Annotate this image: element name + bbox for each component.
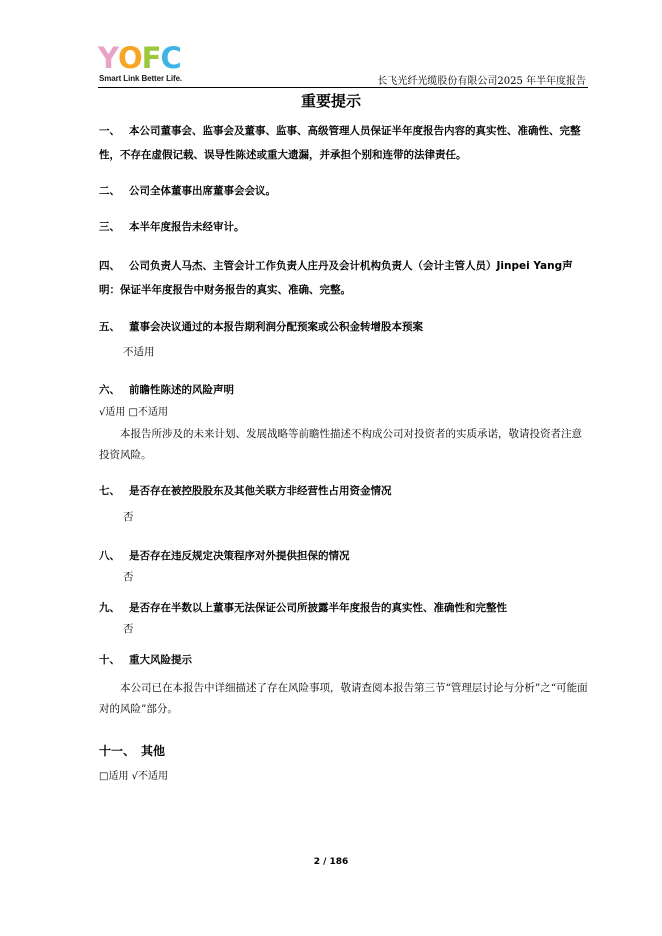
section-9-answer: 否: [123, 623, 134, 635]
section-3-number: 三、: [99, 221, 120, 233]
section-9: [99, 596, 591, 620]
section-6-applicability: √适用 □不适用: [99, 407, 168, 418]
section-1-text: 本公司董事会、监事会及董事、监事、高级管理人员保证半年度报告内容的真实性、准确性、完整性，不存在虚假记载、误导性陈述或重大遗漏，并承担个别和连带的法律责任。: [99, 125, 581, 161]
logo-tagline: Smart Link Better Life.: [99, 74, 183, 83]
section-3-text: 本半年度报告未经审计。: [129, 221, 245, 233]
section-4-text: 公司负责人马杰、主管会计工作负责人庄丹及会计机构负责人（会计主管人员）Jinpei Yang声明：保证半年度报告中财务报告的真实、准确、完整。: [99, 260, 573, 296]
section-8-text: 是否存在违反规定决策程序对外提供担保的情况: [129, 550, 350, 562]
report-header-title: 长飞光纤光缆股份有限公司2025 年半年度报告: [377, 76, 586, 87]
section-8: [99, 544, 591, 568]
section-11-number: 十一、: [99, 744, 136, 758]
section-5-answer: 不适用: [123, 346, 155, 358]
company-logo: [98, 42, 198, 88]
section-5-text: 董事会决议通过的本报告期利润分配预案或公积金转增股本预案: [129, 321, 423, 333]
section-8-answer: 否: [123, 571, 134, 583]
section-7: [99, 479, 591, 503]
page-number: 2 / 186: [313, 857, 349, 867]
section-11-applicability: □适用 √不适用: [99, 771, 168, 782]
section-9-text: 是否存在半数以上董事无法保证公司所披露半年度报告的真实性、准确性和完整性: [129, 602, 507, 614]
section-11-text: 其他: [141, 744, 166, 758]
section-9-number: 九、: [99, 602, 120, 614]
section-5-number: 五、: [99, 321, 120, 333]
section-7-text: 是否存在被控股股东及其他关联方非经营性占用资金情况: [129, 485, 392, 497]
section-2-number: 二、: [99, 185, 120, 197]
logo-letter-f: F: [141, 41, 161, 75]
section-11: [99, 739, 591, 763]
section-8-number: 八、: [99, 550, 120, 562]
section-10-text: 重大风险提示: [129, 654, 192, 666]
section-4: [99, 254, 591, 302]
section-6-body: 本报告所涉及的未来计划、发展战略等前瞻性描述不构成公司对投资者的实质承诺，敬请投资者注意投资风险。: [99, 428, 582, 461]
section-6-number: 六、: [99, 384, 120, 396]
logo-letter-y: Y: [98, 41, 118, 75]
section-2: [99, 179, 591, 203]
header-divider: [98, 87, 588, 88]
section-10-number: 十、: [99, 654, 120, 666]
section-3: [99, 215, 591, 239]
section-6: [99, 378, 591, 402]
logo-wordmark: [98, 42, 181, 74]
section-7-answer: 否: [123, 511, 134, 523]
section-7-number: 七、: [99, 485, 120, 497]
section-4-number: 四、: [99, 260, 120, 272]
section-10-body: 本公司已在本报告中详细描述了存在风险事项，敬请查阅本报告第三节“管理层讨论与分析”之“可能面对的风险”部分。: [99, 682, 588, 715]
section-1: [99, 119, 591, 167]
section-5: [99, 315, 591, 339]
logo-letter-o: O: [118, 41, 142, 75]
section-6-text: 前瞻性陈述的风险声明: [129, 384, 234, 396]
section-2-text: 公司全体董事出席董事会会议。: [129, 185, 276, 197]
section-1-number: 一、: [99, 125, 120, 137]
section-10: [99, 648, 591, 672]
logo-letter-c: C: [160, 41, 181, 75]
page-title: 重要提示: [300, 92, 361, 110]
